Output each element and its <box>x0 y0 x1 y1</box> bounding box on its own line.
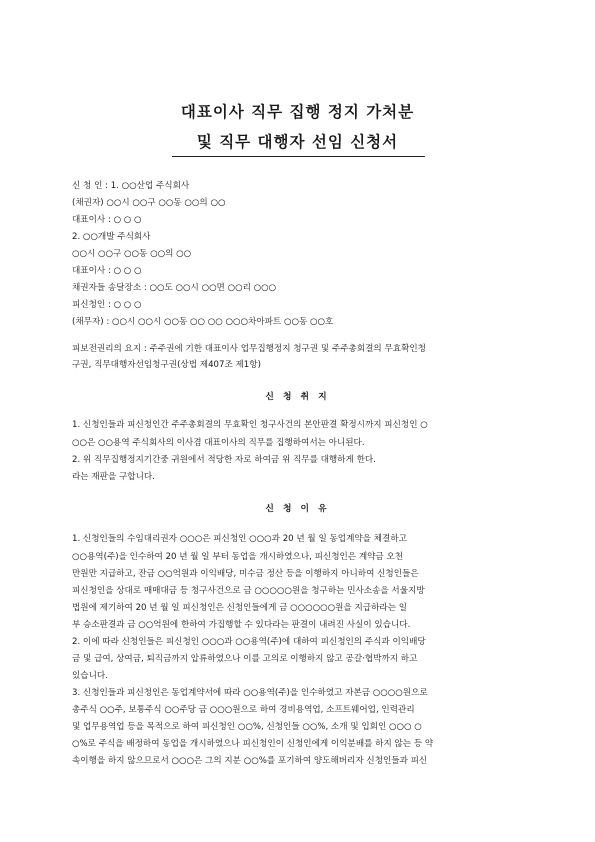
reason-line: 2. 이에 따라 신청인들은 피신청인 ○○○과 ○○용역(주)에 대하여 피신청인의 주식과 이익배당 <box>72 637 426 647</box>
reason-line: 만원만 지급하고, 잔금 ○○억원과 이익배당, 미수금 정산 등을 이행하지 아니하여 신청인들은 <box>72 569 419 579</box>
claim-line: ○○은 ○○용역 주식회사의 이사겸 대표이사의 직무를 집행하여서는 아니된다. <box>72 438 365 448</box>
reason-line: 법원에 제기하여 20 년 월 일 피신청인은 신청인들에게 금 ○○○○○○원을 지급하라는 일 <box>72 603 408 613</box>
section-heading-reasons: 신 청 이 유 <box>265 504 330 514</box>
section-heading-claim: 신 청 취 지 <box>265 392 330 402</box>
reason-line: 피신청인을 상대로 매매대금 등 청구사건으로 금 ○○○○○원을 청구하는 민사소송을 서울지방 <box>72 586 425 596</box>
document-title-line-1: 대표이사 직무 집행 정지 가처분 <box>180 103 415 121</box>
claim-line: 라는 재판을 구합니다. <box>72 472 155 482</box>
reason-line: 속이행을 하지 않으므로서 ○○○은 그의 지분 ○○%를 포기하여 양도해버리자 신청인들과 피신 <box>72 756 428 766</box>
party-line: 채권자들 송달장소 : ○○도 ○○시 ○○면 ○○리 ○○○ <box>72 283 277 293</box>
reason-line: 3. 신청인들과 피신청인은 동업계약서에 따라 ○○용역(주)을 인수하였고 자본금 ○○○○원으로 <box>72 688 428 698</box>
reason-line: ○○용역(주)을 인수하여 20 년 월 일 부터 동업을 개시하였으나, 피신청인은 계약금 오천 <box>72 552 404 562</box>
party-line: 대표이사 : ○ ○ ○ <box>72 266 142 276</box>
party-line: 대표이사 : ○ ○ ○ <box>72 215 142 225</box>
summary-line: 구권, 직무대행자선임청구권(상법 제407조 제1항) <box>72 360 261 370</box>
reason-line: 1. 신청인들의 수임대리권자 ○○○은 피신청인 ○○○과 20 년 월 일 동업계약을 체결하고 <box>72 534 407 544</box>
summary-line: 피보전권리의 요지 : 주주권에 기한 대표이사 업무집행정지 청구권 및 주주총회결의 무효확인청 <box>72 344 426 354</box>
document-title-line-2: 및 직무 대행자 선임 신청서 <box>196 133 399 151</box>
party-line: (채무자) : ○○시 ○○시 ○○동 ○○ ○○ ○○○차아파트 ○○동 ○○호 <box>72 317 334 327</box>
claim-line: 1. 신청인들과 피신청인간 주주총회결의 무효확인 청구사건의 본안판결 확정시까지 피신청인 ○ <box>72 420 428 430</box>
reason-line: 부 승소판결과 금 ○○억원에 한하여 가집행할 수 있다라는 판결이 내려진 사실이 있습니다. <box>72 620 411 630</box>
reason-line: 및 업무용역업 등을 목적으로 하여 피신청인 ○○%, 신청인들 ○○%, 소개 및 입회인 ○○○ ○ <box>72 722 422 732</box>
reason-line: 총주식 ○○주, 보통주식 ○○주당 금 ○○○원으로 하여 경비용역업, 소프트웨어업, 인력관리 <box>72 705 415 715</box>
title-underline <box>172 156 425 157</box>
party-line: (채권자) ○○시 ○○구 ○○동 ○○의 ○○ <box>72 198 226 208</box>
party-line: 2. ○○개발 주식회사 <box>72 232 151 242</box>
reason-line: 있습니다. <box>72 671 108 681</box>
reason-line: ○%로 주식을 배정하여 동업을 개시하였으나 피신청인이 신청인에게 이익분배를 하지 않는 등 약 <box>72 739 434 749</box>
claim-line: 2. 위 직무집행정지기간중 귀원에서 적당한 자로 하여금 위 직무를 대행하게 한다. <box>72 455 376 465</box>
party-line: 신 청 인 : 1. ○○산업 주식회사 <box>72 181 190 191</box>
reason-line: 금 및 급여, 상여금, 퇴직금까지 압류하였으나 이를 고의로 이행하지 않고 공갈·협박까지 하고 <box>72 654 418 664</box>
party-line: 피신청인 : ○ ○ ○ <box>72 300 142 310</box>
party-line: ○○시 ○○구 ○○동 ○○의 ○○ <box>72 249 192 259</box>
